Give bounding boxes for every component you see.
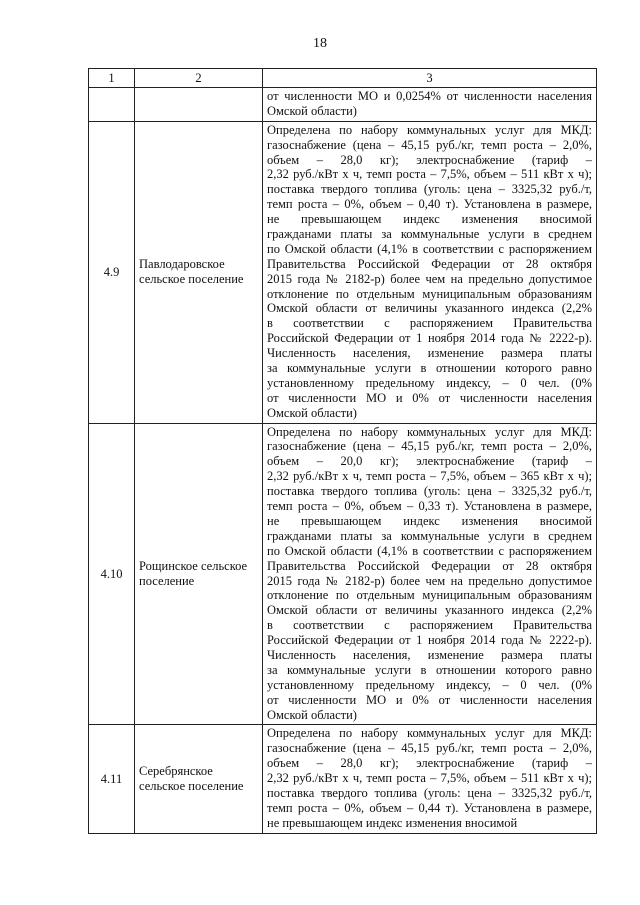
description-line: поставка твердого топлива (уголь: цена – 3325,32 руб./т, bbox=[267, 182, 592, 197]
description-line: отклонение по отдельным муниципальным образованиям bbox=[267, 286, 592, 301]
description-line: Численность населения, изменение размера платы bbox=[267, 346, 592, 361]
table-row bbox=[89, 88, 597, 122]
description-line: Российской Федерации от 1 ноября 2014 года № 2222-р). bbox=[267, 633, 592, 648]
municipal-index-table bbox=[88, 68, 597, 834]
description-line: не превышающем индекс изменения вносимой bbox=[267, 815, 518, 830]
description-line: Определена по набору коммунальных услуг для МКД: bbox=[267, 122, 592, 137]
description-cell bbox=[263, 121, 597, 423]
description-line: за коммунальные услуги в отношении которого равно bbox=[267, 361, 592, 376]
description-line: Омской области) bbox=[267, 103, 357, 118]
description-line: 2,32 руб./кВт х ч, темп роста – 7,5%, объем – 511 кВт х ч); bbox=[267, 167, 592, 182]
description-line: Правительства Российской Федерации от 28 октября bbox=[267, 558, 592, 573]
description-line: от численности МО и 0% от численности населения bbox=[267, 692, 592, 707]
header-col-1: 1 bbox=[89, 69, 135, 88]
page-number: 18 bbox=[313, 36, 327, 51]
description-cell bbox=[263, 423, 597, 725]
description-line: Российской Федерации от 1 ноября 2014 года № 2222-р). bbox=[267, 331, 592, 346]
description-line: по Омской области (4,1% в соответствии с распоряжением bbox=[267, 241, 592, 256]
description-line: по Омской области (4,1% в соответствии с распоряжением bbox=[267, 543, 592, 558]
description-line: отклонение по отдельным муниципальным образованиям bbox=[267, 588, 592, 603]
row-number: 4.9 bbox=[89, 121, 135, 423]
description-line: поставка твердого топлива (уголь: цена – 3325,32 руб./т, bbox=[267, 785, 592, 800]
row-number: 4.11 bbox=[89, 725, 135, 833]
description-line: поставка твердого топлива (уголь: цена – 3325,32 руб./т, bbox=[267, 484, 592, 499]
description-line: 2015 года № 2182-р) более чем на предельно допустимое bbox=[267, 573, 592, 588]
description-line: Определена по набору коммунальных услуг для МКД: bbox=[267, 726, 592, 741]
description-line: за коммунальные услуги в отношении которого равно bbox=[267, 662, 592, 677]
table-row bbox=[89, 725, 597, 833]
table-row bbox=[89, 121, 597, 423]
table-row bbox=[89, 423, 597, 725]
description-line: установленному предельному индексу, – 0 чел. (0% bbox=[267, 677, 592, 692]
description-line: Омской области) bbox=[267, 707, 357, 722]
description-cell bbox=[263, 88, 597, 122]
description-cell bbox=[263, 725, 597, 833]
description-line: 2,32 руб./кВт х ч, темп роста – 7,5%, объем – 511 кВт х ч); bbox=[267, 771, 592, 786]
description-line: установленному предельному индексу, – 0 чел. (0% bbox=[267, 375, 592, 390]
description-line: Омской области) bbox=[267, 405, 357, 420]
description-line: от численности МО и 0% от численности населения bbox=[267, 390, 592, 405]
description-line: Определена по набору коммунальных услуг для МКД: bbox=[267, 424, 592, 439]
description-line: темп роста – 0%, объем – 0,44 т). Установлена в размере, bbox=[267, 800, 592, 815]
settlement-name: Серебрянское сельское поселение bbox=[135, 725, 263, 833]
description-line: Численность населения, изменение размера платы bbox=[267, 647, 592, 662]
row-number bbox=[89, 88, 135, 122]
description-line: объем – 20,0 кг); электроснабжение (тариф – bbox=[267, 454, 592, 469]
description-line: газоснабжение (цена – 45,15 руб./кг, темп роста – 2,0%, bbox=[267, 741, 592, 756]
table-header-row bbox=[89, 69, 597, 88]
description-line: Омской области от величины указанного индекса (2,2% bbox=[267, 603, 592, 618]
description-line: от численности МО и 0,0254% от численности населения bbox=[267, 89, 592, 103]
description-line: объем – 28,0 кг); электроснабжение (тариф – bbox=[267, 756, 592, 771]
settlement-name bbox=[135, 88, 263, 122]
description-line: объем – 28,0 кг); электроснабжение (тариф – bbox=[267, 152, 592, 167]
description-line: темп роста – 0%, объем – 0,33 т). Установлена в размере, bbox=[267, 499, 592, 514]
description-line: газоснабжение (цена – 45,15 руб./кг, темп роста – 2,0%, bbox=[267, 439, 592, 454]
description-line: гражданами платы за коммунальные услуги в среднем bbox=[267, 528, 592, 543]
description-line: Правительства Российской Федерации от 28 октября bbox=[267, 256, 592, 271]
description-line: 2,32 руб./кВт х ч, темп роста – 7,5%, объем – 365 кВт х ч); bbox=[267, 469, 592, 484]
settlement-name: Рощинское сельское поселение bbox=[135, 423, 263, 725]
row-number: 4.10 bbox=[89, 423, 135, 725]
description-line: не превышающем индекс изменения вносимой bbox=[267, 513, 592, 528]
description-line: в соответствии с распоряжением Правительства bbox=[267, 316, 592, 331]
description-line: темп роста – 0%, объем – 0,40 т). Установлена в размере, bbox=[267, 197, 592, 212]
description-line: в соответствии с распоряжением Правительства bbox=[267, 618, 592, 633]
header-col-3: 3 bbox=[263, 69, 597, 88]
description-line: Омской области от величины указанного индекса (2,2% bbox=[267, 301, 592, 316]
description-line: газоснабжение (цена – 45,15 руб./кг, темп роста – 2,0%, bbox=[267, 137, 592, 152]
description-line: не превышающем индекс изменения вносимой bbox=[267, 212, 592, 227]
header-col-2: 2 bbox=[135, 69, 263, 88]
settlement-name: Павлодаровское сельское поселение bbox=[135, 121, 263, 423]
description-line: 2015 года № 2182-р) более чем на предельно допустимое bbox=[267, 271, 592, 286]
description-line: гражданами платы за коммунальные услуги в среднем bbox=[267, 227, 592, 242]
